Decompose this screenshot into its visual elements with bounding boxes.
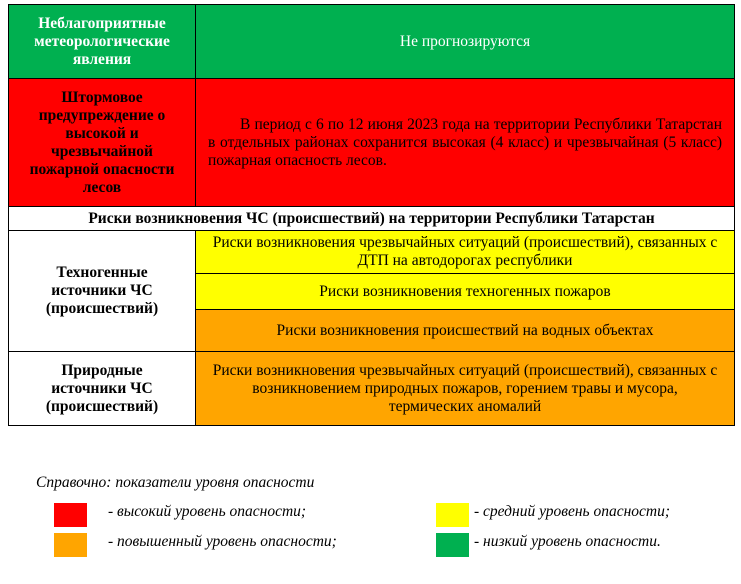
- technogenic-risk-road: Риски возникновения чрезвычайных ситуаций (происшествий), связанных с ДТП на автодорогах республики: [196, 231, 735, 274]
- natural-label: Природные источники ЧС (происшествий): [9, 352, 196, 426]
- legend-swatch-high: [54, 503, 87, 527]
- legend-label-elevated: - повышенный уровень опасности;: [108, 533, 337, 550]
- risk-forecast-table: [8, 4, 735, 426]
- storm-warning-text: В период с 6 по 12 июня 2023 года на территории Республики Татарстан в отдельных районах сохранится высокая (4 класс) и чрезвычайная (5 класс) пожарная опасность лесов.: [196, 79, 735, 207]
- legend-label-medium: - средний уровень опасности;: [474, 503, 671, 520]
- storm-warning-label: Штормовое предупреждение о высокой и чрезвычайной пожарной опасности лесов: [9, 79, 196, 207]
- weather-label: Неблагоприятные метеорологические явления: [9, 5, 196, 79]
- legend-title: Справочно: показатели уровня опасности: [36, 474, 315, 491]
- legend-swatch-low: [436, 533, 469, 557]
- natural-risk-wildfire: Риски возникновения чрезвычайных ситуаций (происшествий), связанных с возникновением природных пожаров, горением травы и мусора, термических аномалий: [196, 352, 735, 426]
- legend-swatch-medium: [436, 503, 469, 527]
- weather-value: Не прогнозируются: [196, 5, 735, 79]
- technogenic-risk-fire: Риски возникновения техногенных пожаров: [196, 274, 735, 310]
- legend-label-low: - низкий уровень опасности.: [474, 533, 661, 550]
- legend-swatch-elevated: [54, 533, 87, 557]
- legend-label-high: - высокий уровень опасности;: [108, 503, 307, 520]
- risks-header: Риски возникновения ЧС (происшествий) на территории Республики Татарстан: [9, 207, 735, 231]
- technogenic-risk-water: Риски возникновения происшествий на водных объектах: [196, 310, 735, 352]
- technogenic-label: Техногенные источники ЧС (происшествий): [9, 231, 196, 352]
